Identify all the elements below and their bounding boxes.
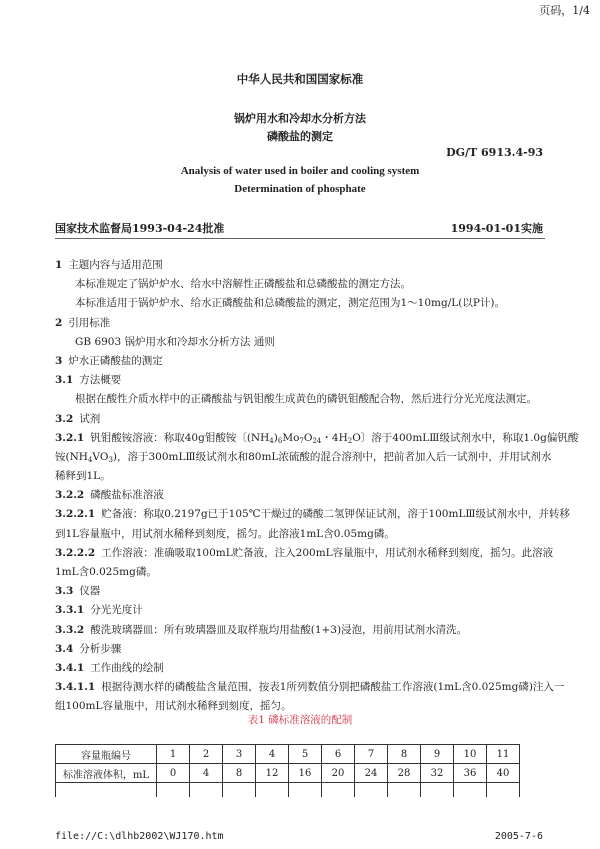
text-run: 引用标准 <box>68 316 111 329</box>
section-heading-line <box>55 371 555 390</box>
section-heading-line <box>55 314 555 333</box>
subscript: 24 <box>312 436 322 445</box>
paragraph-line <box>55 448 555 467</box>
section-heading-line <box>55 410 555 429</box>
table-row <box>56 783 520 798</box>
table-cell: 36 <box>454 764 487 783</box>
text-run: ) <box>273 431 278 444</box>
section-number: 3.4 <box>55 642 74 655</box>
section-number: 3 <box>55 354 63 367</box>
section-heading-line <box>55 621 555 640</box>
section-heading-line <box>55 601 555 620</box>
text-run: 试剂 <box>79 412 101 425</box>
table-row <box>56 764 520 783</box>
table-row <box>56 745 520 764</box>
row-header-cell <box>56 783 157 798</box>
table-cell: 32 <box>421 764 454 783</box>
text-run: 主题内容与适用范围 <box>68 259 163 271</box>
paragraph-line <box>55 275 555 294</box>
table-cell: 3 <box>223 745 256 764</box>
section-number: 3.3.1 <box>55 604 85 617</box>
text-run: VO <box>92 450 109 463</box>
english-title: Analysis of water used in boiler and cooling system <box>180 165 420 177</box>
section-number: 3.3.2 <box>55 623 85 636</box>
text-run: ・4H <box>321 431 348 444</box>
text-run: 酸洗玻璃器皿：所有玻璃器皿及取样瓶均用盐酸(1+3)浸泡，用前用试剂水清洗。 <box>90 623 468 636</box>
text-run: 贮备液：称取0.2197g已于105℃干燥过的磷酸二氢钾保证试剂，溶于100mLⅢ级试剂水中，并转移 <box>101 508 571 521</box>
standard-code: DG/T 6913.4-93 <box>446 146 543 159</box>
document-body <box>55 256 579 717</box>
phosphate-standard-table <box>55 744 520 797</box>
paragraph-line <box>55 525 555 544</box>
paragraph-line <box>55 563 555 582</box>
section-heading-line <box>55 678 565 697</box>
paragraph-line <box>55 294 555 313</box>
table-cell: 20 <box>322 764 355 783</box>
section-number: 3.2 <box>55 412 74 425</box>
table-cell: 5 <box>289 745 322 764</box>
section-heading-line <box>55 486 555 505</box>
subscript: 2 <box>347 436 353 445</box>
text-run: )，溶于300mLⅢ级试剂水和80mL浓硫酸的混合溶剂中，把前者加入后一试剂中，并用试剂水 <box>112 450 552 463</box>
section-heading-line <box>55 659 555 678</box>
table-cell: 9 <box>421 745 454 764</box>
table-cell: 6 <box>322 745 355 764</box>
subscript: 6 <box>277 436 283 445</box>
table-cell: 12 <box>256 764 289 783</box>
table-cell <box>487 783 520 798</box>
page-indicator: 页码，1/4 <box>539 4 590 17</box>
section-heading-line <box>55 544 555 563</box>
table-cell: 40 <box>487 764 520 783</box>
text-run: 仪器 <box>79 585 101 598</box>
text-run: 钒钼酸铵溶液：称取40g钼酸铵〔(NH <box>90 431 270 444</box>
table-cell <box>454 783 487 798</box>
subscript: 7 <box>299 436 304 445</box>
table-cell <box>421 783 454 798</box>
table-cell: 0 <box>157 764 190 783</box>
text-run: 分光光度计 <box>90 604 143 617</box>
table-cell: 11 <box>487 745 520 764</box>
file-path: file://C:\dlhb2002\WJ170.htm <box>55 831 224 842</box>
table-cell: 28 <box>388 764 421 783</box>
section-heading-line <box>55 505 571 524</box>
text-run: 炉水正磷酸盐的测定 <box>68 354 163 367</box>
print-date: 2005-7-6 <box>494 831 543 842</box>
table-cell: 4 <box>190 764 223 783</box>
text-run: 磷酸盐标准溶液 <box>90 489 164 502</box>
section-heading-line <box>55 640 555 659</box>
section-number: 3.2.1 <box>55 431 85 444</box>
row-header-cell: 标准溶液体积，mL <box>56 764 157 783</box>
table-cell <box>223 783 256 798</box>
subscript: 3 <box>108 455 113 464</box>
section-number: 3.4.1.1 <box>55 681 96 694</box>
standard-type: 中华人民共和国国家标准 <box>236 72 364 86</box>
text-run: 到1L容量瓶中，用试剂水稀释到刻度，摇匀。此溶液1mL含0.05mg磷。 <box>55 527 395 540</box>
table-cell <box>256 783 289 798</box>
section-number: 2 <box>55 316 63 329</box>
text-run: 方法概要 <box>79 374 122 387</box>
document-subtitle: 磷酸盐的测定 <box>267 130 333 143</box>
paragraph-line <box>55 390 555 409</box>
subscript: 4 <box>87 455 93 464</box>
table-cell: 24 <box>355 764 388 783</box>
text-run: GB 6903 锅炉用水和冷却水分析方法 通则 <box>75 335 275 348</box>
subscript: 4 <box>269 436 274 445</box>
text-run: 工作溶液：准确吸取100mL贮备液，注入200mL容量瓶中，用试剂水稀释到刻度，摇匀。此溶液 <box>101 546 554 559</box>
text-run: 1mL含0.025mg磷。 <box>55 566 157 578</box>
text-run: 组100mL容量瓶中，用试剂水稀释到刻度，摇匀。 <box>55 700 292 713</box>
section-number: 3.4.1 <box>55 661 85 674</box>
section-number: 3.2.2 <box>55 489 85 502</box>
section-heading-line <box>55 429 579 448</box>
text-run: 分析步骤 <box>79 642 122 655</box>
approval-info: 国家技术监督局1993-04-24批准 <box>55 222 225 235</box>
table-cell <box>157 783 190 798</box>
table-cell <box>322 783 355 798</box>
table-cell: 10 <box>454 745 487 764</box>
table-cell: 7 <box>355 745 388 764</box>
section-number: 3.1 <box>55 374 74 387</box>
text-run: 铵(NH <box>55 450 88 463</box>
text-run: 工作曲线的绘制 <box>90 661 164 674</box>
table-cell <box>388 783 421 798</box>
table-cell: 4 <box>256 745 289 764</box>
text-run: 根据待测水样的磷酸盐含量范围，按表1所列数值分别把磷酸盐工作溶液(1mL含0.025mg磷)注入一 <box>101 681 565 694</box>
document-title: 锅炉用水和冷却水分析方法 <box>234 112 366 125</box>
section-heading-line <box>55 256 555 275</box>
table-cell: 16 <box>289 764 322 783</box>
text-run: 本标准规定了锅炉炉水、给水中溶解性正磷酸盐和总磷酸盐的测定方法。 <box>75 278 411 291</box>
text-run: 本标准适用于锅炉炉水、给水正磷酸盐和总磷酸盐的测定，测定范围为1～10mg/L(以P计)。 <box>75 297 505 310</box>
effective-date: 1994-01-01实施 <box>450 222 543 235</box>
table-cell <box>289 783 322 798</box>
section-number: 3.3 <box>55 585 74 598</box>
section-number: 1 <box>55 259 63 271</box>
section-heading-line <box>55 582 555 601</box>
paragraph-line <box>55 333 555 352</box>
section-number: 3.2.2.2 <box>55 546 96 559</box>
text-run: Mo <box>282 431 300 444</box>
section-number: 3.2.2.1 <box>55 508 96 521</box>
header-divider <box>55 238 545 239</box>
text-run: 稀释到1L。 <box>55 470 111 483</box>
english-subtitle: Determination of phosphate <box>234 183 366 195</box>
table-cell: 1 <box>157 745 190 764</box>
text-run: O〕溶于400mLⅢ级试剂水中，称取1.0g偏钒酸 <box>352 431 579 444</box>
table-cell: 8 <box>223 764 256 783</box>
row-header-cell: 容量瓶编号 <box>56 745 157 764</box>
paragraph-line <box>55 467 555 486</box>
text-run: O <box>303 431 313 444</box>
table-caption: 表1 磷标准溶液的配制 <box>247 714 353 726</box>
table-cell: 2 <box>190 745 223 764</box>
table-cell: 8 <box>388 745 421 764</box>
table-cell <box>355 783 388 798</box>
text-run: 根据在酸性介质水样中的正磷酸盐与钒钼酸生成黄色的磷钒钼酸配合物，然后进行分光光度法测定。 <box>75 393 537 406</box>
table-cell <box>190 783 223 798</box>
section-heading-line <box>55 352 555 371</box>
